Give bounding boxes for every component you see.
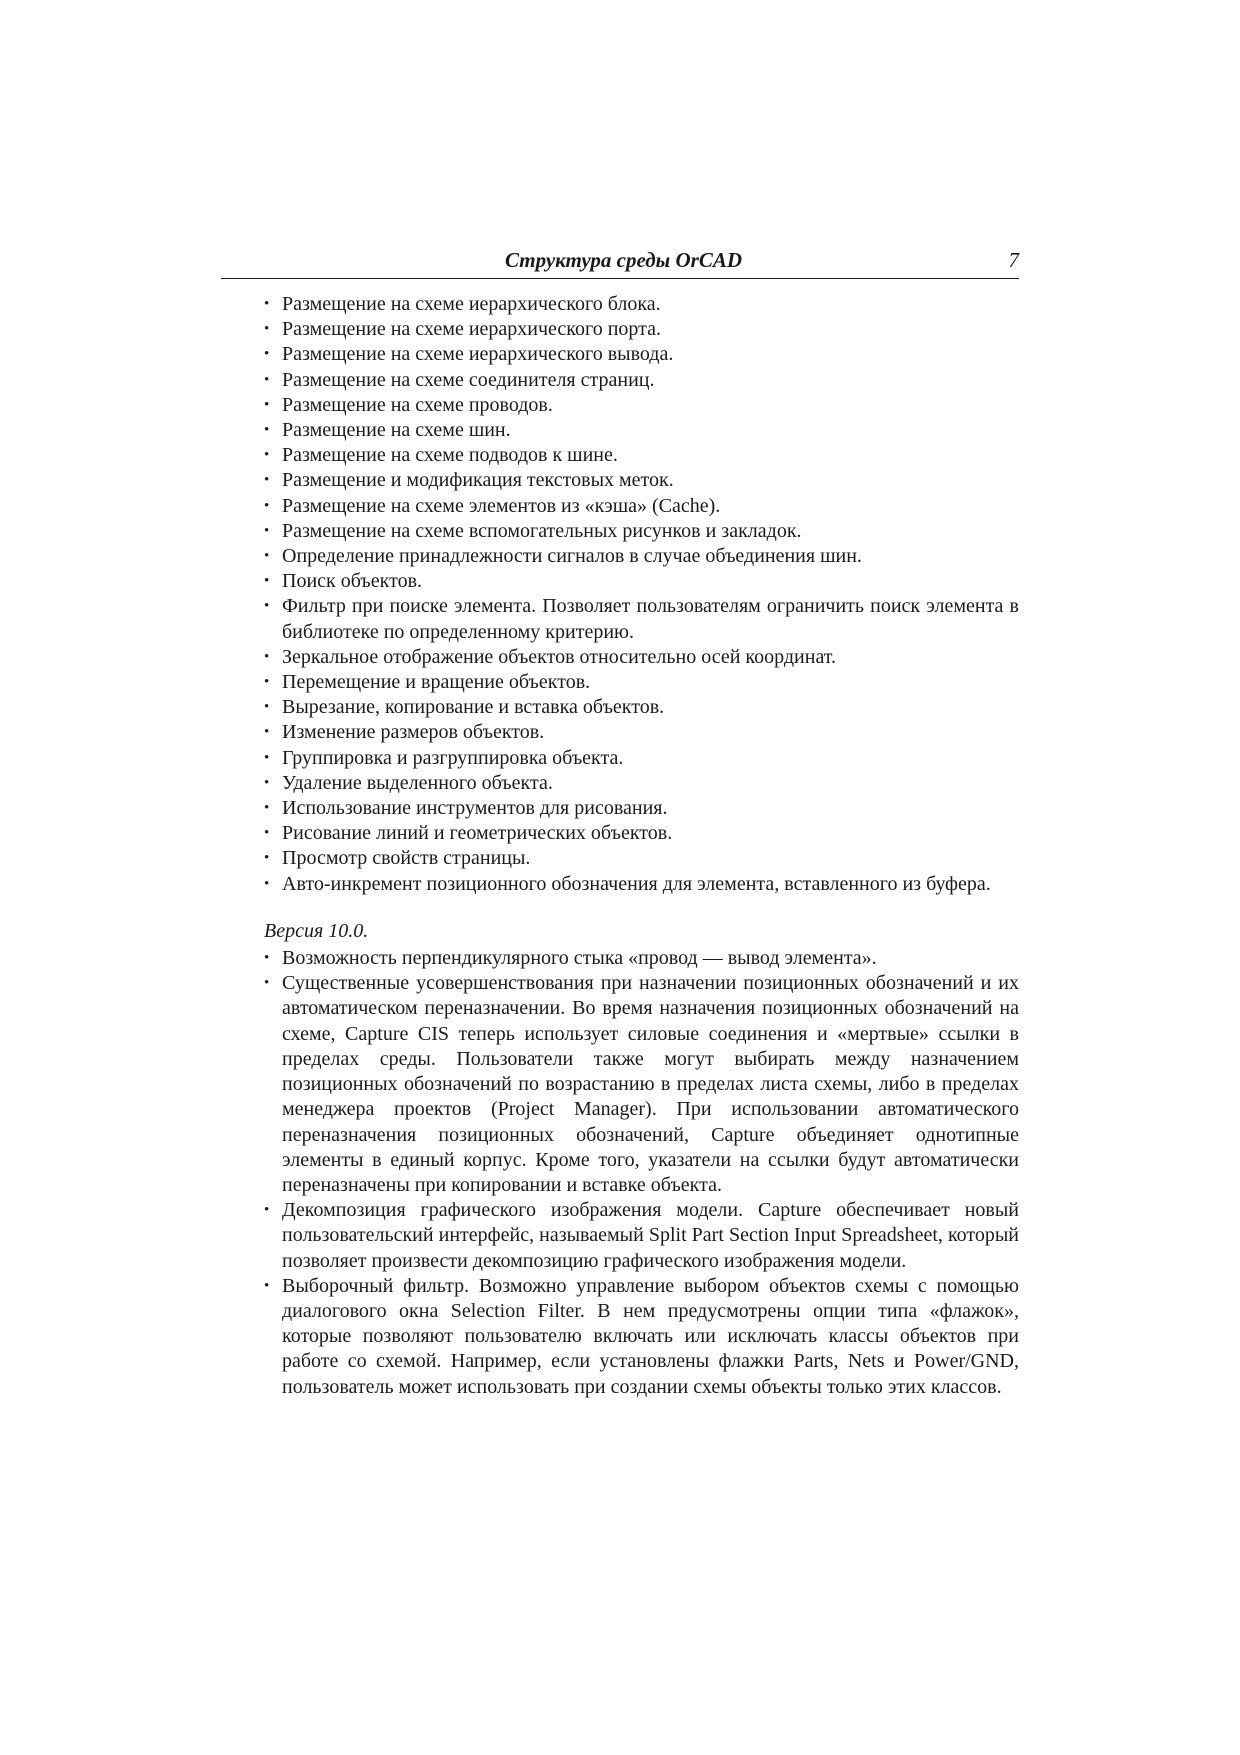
list-item: • Перемещение и вращение объектов. [264, 670, 1019, 695]
feature-list [221, 292, 1019, 897]
list-item: • Авто-инкремент позиционного обозначения для элемента, вставленного из буфера. [264, 872, 1019, 897]
list-item: • Возможность перпендикулярного стыка «провод — вывод элемента». [264, 946, 1019, 971]
running-head [221, 246, 1019, 279]
list-item: • Размещение на схеме элементов из «кэша» (Cache). [264, 494, 1019, 519]
list-item: • Размещение на схеме подводов к шине. [264, 443, 1019, 468]
list-item: • Декомпозиция графического изображения модели. Capture обеспечивает новый пользовательский интерфейс, называемый Split Part Section Input Spreadsheet, который позволяет произвести декомпозицию графического изображения модели. [264, 1198, 1019, 1274]
list-item: • Группировка и разгруппировка объекта. [264, 746, 1019, 771]
list-item: • Фильтр при поиске элемента. Позволяет пользователям ограничить поиск элемента в библиотеке по определенному критерию. [264, 594, 1019, 644]
list-item: • Удаление выделенного объекта. [264, 771, 1019, 796]
list-item: • Определение принадлежности сигналов в случае объединения шин. [264, 544, 1019, 569]
list-item: • Размещение на схеме иерархического блока. [264, 292, 1019, 317]
section-heading: Версия 10.0. [264, 919, 369, 942]
list-item: • Размещение на схеме иерархического вывода. [264, 342, 1019, 367]
list-item: • Зеркальное отображение объектов относительно осей координат. [264, 645, 1019, 670]
page [221, 246, 1019, 1400]
list-item: • Существенные усовершенствования при назначении позиционных обозначений и их автоматическом переназначении. Во время назначения позиционных обозначений на схеме, Capture CIS теперь использует силовые соединения и «мертвые» ссылки в пределах среды. Пользователи также могут выбирать между назначением позиционных обозначений по возрастанию в пределах листа схемы, либо в пределах менеджера проектов (Project Manager). При использовании автоматического переназначения позиционных обозначений, Capture объединяет однотипные элементы в единый корпус. Кроме того, указатели на ссылки будут автоматически переназначены при копировании и вставке объекта. [264, 971, 1019, 1198]
page-number: 7 [1008, 248, 1019, 272]
list-item: • Изменение размеров объектов. [264, 720, 1019, 745]
list-item: • Размещение на схеме проводов. [264, 393, 1019, 418]
list-item: • Размещение на схеме иерархического порта. [264, 317, 1019, 342]
list-item: • Выборочный фильтр. Возможно управление выбором объектов схемы с помощью диалогового окна Selection Filter. В нем предусмотрены опции типа «флажок», которые позволяют пользователю включать или исключать классы объектов при работе со схемой. Например, если установлены флажки Parts, Nets и Power/GND, пользователь может использовать при создании схемы объекты только этих классов. [264, 1274, 1019, 1400]
list-item: • Размещение на схеме соединителя страниц. [264, 368, 1019, 393]
list-item: • Размещение на схеме шин. [264, 418, 1019, 443]
list-item: • Просмотр свойств страницы. [264, 846, 1019, 871]
list-item: • Вырезание, копирование и вставка объектов. [264, 695, 1019, 720]
version-feature-list [221, 946, 1019, 1400]
list-item: • Размещение и модификация текстовых меток. [264, 468, 1019, 493]
list-item: • Поиск объектов. [264, 569, 1019, 594]
running-title: Структура среды OrCAD [504, 248, 742, 272]
list-item: • Размещение на схеме вспомогательных рисунков и закладок. [264, 519, 1019, 544]
list-item: • Рисование линий и геометрических объектов. [264, 821, 1019, 846]
list-item: • Использование инструментов для рисования. [264, 796, 1019, 821]
